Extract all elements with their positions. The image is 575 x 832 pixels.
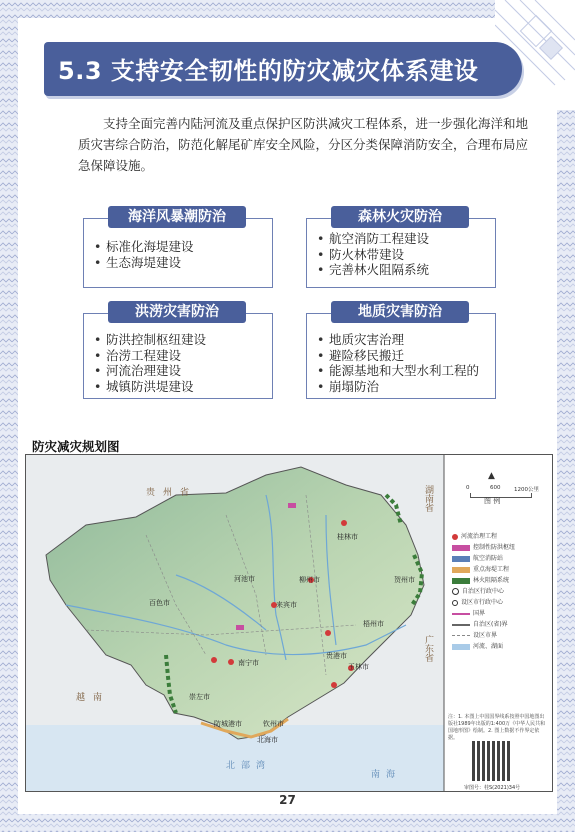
city-label: 玉林市 [348, 663, 369, 671]
scale-label-start: 0 [466, 485, 470, 491]
map-approval-number: 审图号：桂S(2021)34号 [464, 785, 521, 791]
box-list [94, 239, 194, 270]
map-legend [446, 496, 548, 791]
legend-item: 河流、湖面 [452, 642, 503, 651]
legend-item: 重点海堤工程 [452, 565, 509, 574]
list-item: • 防火林带建设 [317, 247, 429, 263]
city-label: 钦州市 [263, 720, 284, 728]
city-label: 崇左市 [189, 693, 210, 701]
legend-title: 图 例 [484, 497, 501, 505]
box-list [317, 332, 479, 394]
box-title: 森林火灾防治 [331, 206, 469, 228]
list-item: • 河流治理建设 [94, 363, 206, 379]
box-geological [306, 304, 496, 399]
sea-label: 北部湾 [226, 761, 272, 771]
intro-text: 支持全面完善内陆河流及重点保护区防洪减灾工程体系，进一步强化海洋和地质灾害综合防治，防范化解尾矿库安全风险，分区分类保障消防安全，合理布局应急保障设施。 [78, 116, 529, 173]
scale-label-mid: 600 [490, 485, 501, 491]
city-label: 桂林市 [337, 533, 358, 541]
box-title: 洪涝灾害防治 [108, 301, 246, 323]
list-item: • 地质灾害治理 [317, 332, 479, 348]
scale-label-end: 1200公里 [514, 487, 539, 493]
box-forest-fire [306, 209, 496, 288]
list-item: • 崩塌防治 [317, 379, 479, 395]
box-list [94, 332, 206, 394]
list-item: • 防洪控制枢纽建设 [94, 332, 206, 348]
qr-code-icon [472, 741, 512, 781]
city-label: 梧州市 [363, 620, 384, 628]
north-arrow-icon: ▲ [488, 471, 495, 481]
box-marine-storm [83, 209, 273, 288]
map-caption: 防灾减灾规划图 [32, 439, 120, 454]
region-label: 贵州省 [146, 488, 198, 498]
box-flood [83, 304, 273, 399]
disaster-plan-map [25, 454, 553, 792]
list-item: • 避险移民搬迁 [317, 348, 479, 364]
city-label: 北海市 [257, 736, 278, 744]
legend-item: 国界 [452, 609, 485, 618]
city-label: 来宾市 [276, 601, 297, 609]
city-label: 河池市 [234, 575, 255, 583]
sea-label: 南海 [371, 770, 402, 780]
legend-item: 河流治理工程 [452, 532, 497, 541]
legend-item: 设区市行政中心 [452, 598, 503, 607]
box-title: 地质灾害防治 [331, 301, 469, 323]
section-title: 5.3 支持安全韧性的防灾减灾体系建设 [58, 57, 479, 85]
page-number: 27 [279, 793, 296, 807]
city-label: 贵港市 [326, 652, 347, 660]
list-item: • 能源基地和大型水利工程的 [317, 363, 479, 379]
city-label: 防城港市 [214, 720, 242, 728]
list-item: • 完善林火阻隔系统 [317, 262, 429, 278]
region-label: 湖南省 [423, 485, 433, 512]
map-note: 注：1. 本图上中国国界线系按照中国地图出版社1989年出版的1:400万《中华人民共和国地形图》绘制。2. 图上数据不作界定依据。 [448, 714, 546, 741]
region-label: 越南 [76, 693, 111, 703]
legend-item: 自治区行政中心 [452, 587, 504, 596]
list-item: • 生态海堤建设 [94, 255, 194, 271]
city-label: 百色市 [149, 599, 170, 607]
box-list [317, 231, 429, 278]
section-title-bar [44, 42, 522, 96]
legend-item: 自治区(省)界 [452, 620, 508, 629]
legend-item: 控制性防洪枢纽 [452, 543, 515, 552]
city-label: 贺州市 [394, 576, 415, 584]
list-item: • 治涝工程建设 [94, 348, 206, 364]
legend-item: 航空消防站 [452, 554, 503, 563]
region-label: 广东省 [423, 635, 433, 662]
legend-item: 设区市界 [452, 631, 497, 640]
list-item: • 航空消防工程建设 [317, 231, 429, 247]
legend-item: 林火阻隔系统 [452, 576, 509, 585]
list-item: • 城镇防洪堤建设 [94, 379, 206, 395]
city-label: 南宁市 [238, 659, 259, 667]
list-item: • 标准化海堤建设 [94, 239, 194, 255]
box-title: 海洋风暴潮防治 [108, 206, 246, 228]
intro-paragraph [78, 113, 538, 176]
city-label: 柳州市 [299, 576, 320, 584]
